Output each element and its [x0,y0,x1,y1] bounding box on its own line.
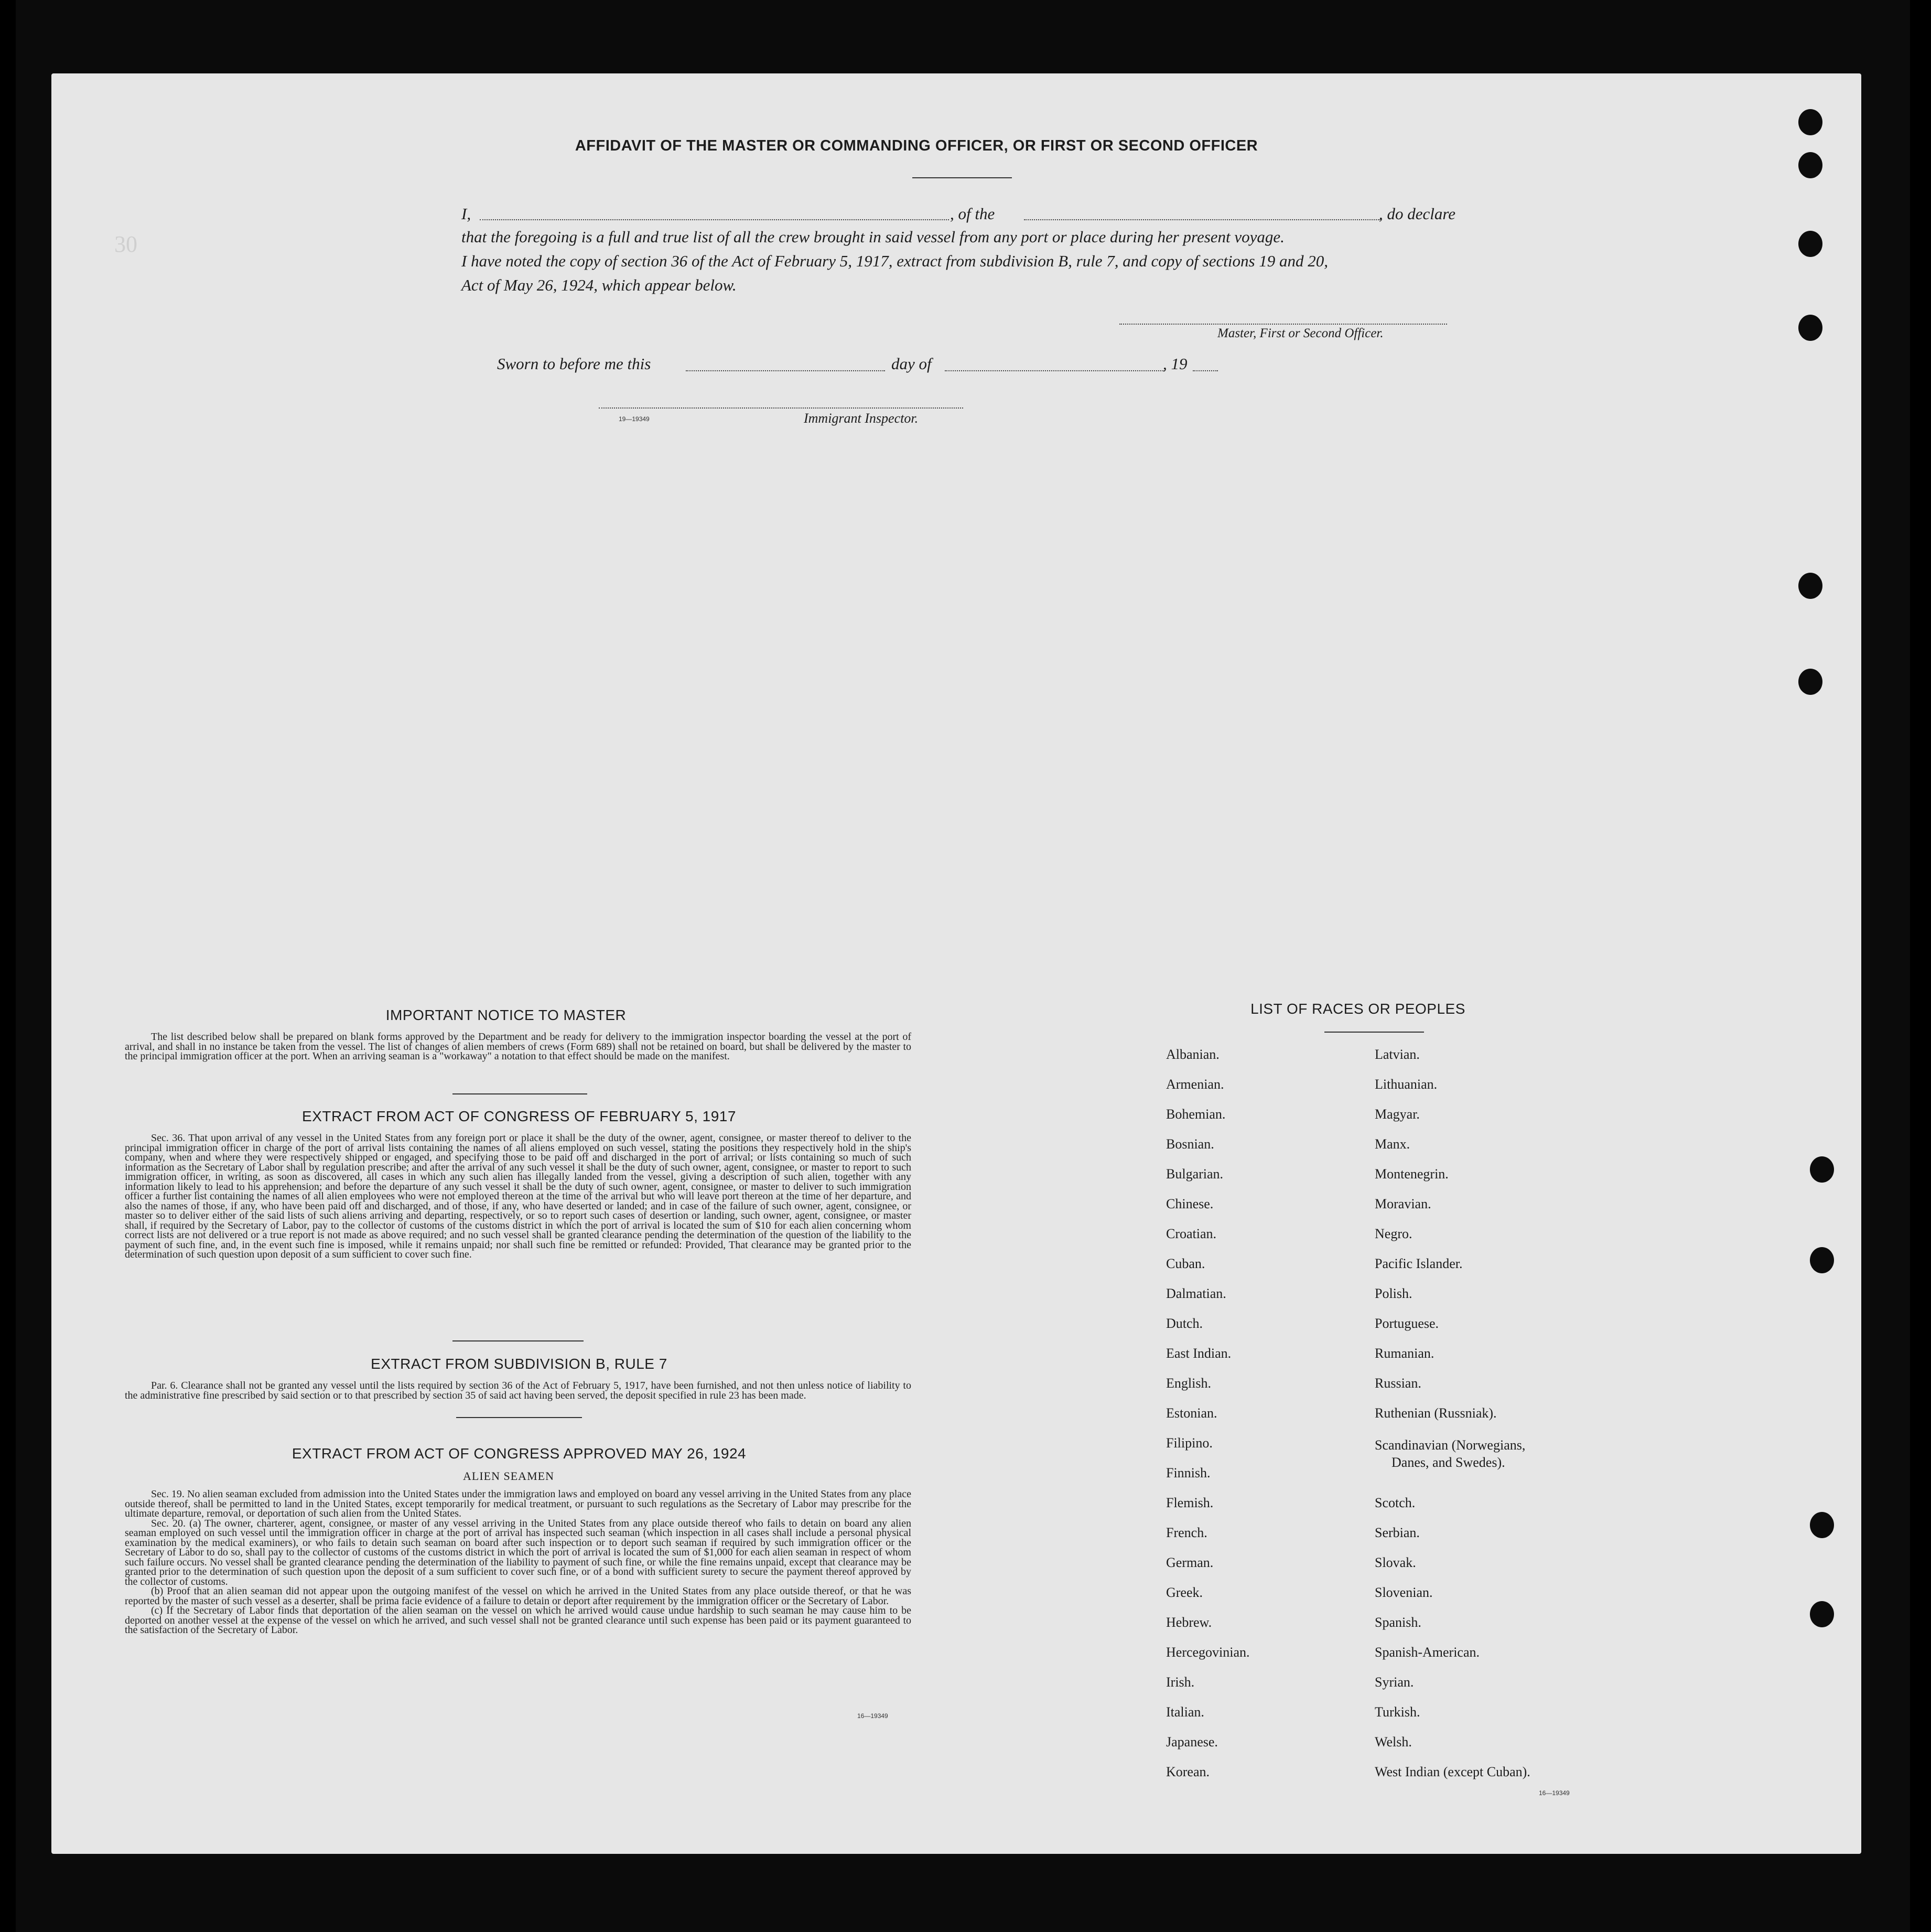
punch-hole [1810,1156,1834,1183]
sworn-day-of: day of [891,355,932,373]
punch-hole [1810,1247,1834,1273]
race-item: Italian. [1166,1704,1204,1720]
race-item: Croatian. [1166,1226,1217,1241]
affidavit-of-the: , of the [950,205,995,223]
races-title-rule [1324,1032,1424,1033]
master-signature-line [1119,324,1447,325]
race-item: Syrian. [1375,1675,1414,1690]
race-item: German. [1166,1555,1214,1570]
race-item: English. [1166,1376,1211,1391]
race-item: Pacific Islander. [1375,1256,1463,1271]
race-item: Ruthenian (Russniak). [1375,1405,1497,1421]
film-edge-right [1910,0,1931,1932]
punch-hole [1810,1512,1834,1538]
punch-hole [1798,669,1822,695]
section-rule [456,1417,582,1418]
race-item: Moravian. [1375,1196,1431,1211]
affidavit-line-3: I have noted the copy of section 36 of the Act of February 5, 1917, extract from subdivision B, rule 7, and copy of sections 19 and 20, [461,252,1329,270]
punch-hole [1798,231,1822,257]
race-item: Negro. [1375,1226,1412,1241]
section-20b-paragraph: (b) Proof that an alien seaman did not appear upon the outgoing manifest of the vessel on which he arrived in the United States from any place outside thereof, or that he was reported by the master of such vessel as a deserter, shall be prima facie evidence of a failure to detain or deport after requirement by the immigration officer or the Secretary of Labor. [125,1585,911,1607]
extract-1917-text [125,1133,911,1260]
race-item: Latvian. [1375,1047,1420,1062]
sworn-prefix: Sworn to before me this [497,355,651,373]
race-item: Filipino. [1166,1435,1213,1451]
race-item: East Indian. [1166,1346,1232,1361]
race-item: Montenegrin. [1375,1166,1449,1182]
extract-1924-title: EXTRACT FROM ACT OF CONGRESS APPROVED MAY 26, 1924 [292,1445,747,1462]
race-item: Armenian. [1166,1077,1224,1092]
race-item: Greek. [1166,1585,1203,1600]
race-item: Lithuanian. [1375,1077,1438,1092]
notice-text [125,1032,911,1061]
sworn-year-blank [1193,370,1218,371]
race-item: Scotch. [1375,1495,1416,1510]
race-item: Dutch. [1166,1316,1203,1331]
race-item: Slovenian. [1375,1585,1433,1600]
punch-hole [1810,1601,1834,1627]
inspector-signature-line [599,407,963,409]
race-item: Flemish. [1166,1495,1214,1510]
extract-rule7-text [125,1381,911,1400]
race-item: Albanian. [1166,1047,1220,1062]
notice-paragraph: The list described below shall be prepared on blank forms approved by the Department and be ready for delivery to the immigration inspector boarding the vessel at the port of arrival, and shall in no instance be taken from the vessel. The list of changes of alien members of crews (Form 689) shall not be retained on board, but shall be delivered by the master to the principal immigration officer at the port. When an arriving seaman is a "workaway" a notation to that effect should be made on the manifest. [125,1031,911,1062]
extract-rule7-title: EXTRACT FROM SUBDIVISION B, RULE 7 [371,1356,667,1372]
race-item: Cuban. [1166,1256,1205,1271]
alien-seamen-subtitle: ALIEN SEAMEN [463,1469,554,1483]
race-item: West Indian (except Cuban). [1375,1764,1530,1779]
race-item: Welsh. [1375,1734,1412,1749]
section-19-paragraph: Sec. 19. No alien seaman excluded from admission into the United States under the immigration laws and employed on board any vessel arriving in the United States from any place outside thereof, shall be permitted to land in the United States, except temporarily for medical treatment, or pursuant to such regulations as the Secretary of Labor may prescribe for the ultimate departure, removal, or deportation of such alien from the United States. [125,1488,911,1519]
races-form-number: 16—19349 [1539,1789,1570,1797]
race-item: French. [1166,1525,1207,1540]
extract-1924-text [125,1489,911,1635]
punch-hole [1798,109,1822,135]
race-item: Finnish. [1166,1465,1211,1480]
race-item: Manx. [1375,1136,1410,1152]
race-item: Russian. [1375,1376,1421,1391]
race-item: Bosnian. [1166,1136,1214,1152]
race-item: Turkish. [1375,1704,1420,1720]
race-item: Dalmatian. [1166,1286,1226,1301]
margin-mark: 30 [114,231,137,257]
race-item: Chinese. [1166,1196,1214,1211]
section-20c-paragraph: (c) If the Secretary of Labor finds that deportation of the alien seaman on the vessel on which he arrived would cause undue hardship to such seaman he may cause him to be deported on another vessel at the expense of the vessel on which he arrived, and such vessel shall not be granted clearance until such expense has been paid or its payment guaranteed to the satisfaction of the Secretary of Labor. [125,1605,911,1636]
sworn-month-blank [945,370,1165,371]
section-20a-paragraph: Sec. 20. (a) The owner, charterer, agent, consignee, or master of any vessel arriving in the United States from any place outside thereof who fails to detain on board any alien seaman employed on such vessel until the immigration officer in charge at the port of arrival has inspected such seaman (which inspection in all cases shall include a personal physical examination by the medical examiners), or who fails to detain such seaman on board after such inspection or to deport such seaman if required by such immigration officer or the Secretary of Labor to do so, shall pay to the collector of customs of the customs district in which the port of arrival is located the sum of $1,000 for each alien seaman in respect of whom such failure occurs. No vessel shall be granted clearance pending the determination of the liability to payment of such fine, or while the fine remains unpaid, except that clearance may be granted prior to the determination of such question upon the deposit of a sum sufficient to cover such fine, or of a bond with sufficient surety to secure the payment thereof approved by the collector of customs. [125,1517,911,1587]
film-edge-left [0,0,16,1932]
section-36-paragraph: Sec. 36. That upon arrival of any vessel in the United States from any foreign port or place it shall be the duty of the owner, agent, consignee, or master thereof to deliver to the principal immigration officer in charge of the port of arrival lists containing the names of all aliens employed on such vessel, stating the positions they respectively hold in the ship's company, when and where they were respectively shipped or engaged, and specifying those to be paid off and discharged in the port of arrival; or lists containing so much of such information as the Secretary of Labor shall by regulation prescribe; and after the arrival of any such vessel it shall be the duty of such owner, agent, consignee, or master to report to such immigration officer, in writing, as soon as discovered, all cases in which any such alien has illegally landed from the vessel, giving a description of such alien, together with any information likely to lead to his apprehension; and before the departure of any such vessel it shall be the duty of such owner, agent, consignee, or master to deliver to such immigration officer a further list containing the names of all alien employees who were not employed thereon at the time of the arrival but who will leave port thereon at the time of her departure, and also the names of those, if any, who have been paid off and discharged, and of those, if any, who have deserted or landed; and in case of the failure of such owner, agent, consignee, or master so to deliver either of the said lists of such aliens arriving and departing, respectively, or so to report such cases of desertion or landing, such owner, agent, consignee, or master shall, if required by the Secretary of Labor, pay to the collector of customs of the customs district in which the port of arrival is located the sum of $10 for each alien concerning whom correct lists are not delivered or a true report is not made as above required; and no such vessel shall be granted clearance pending the determination of the question of the liability to the payment of such fine, and, in the event such fine is imposed, while it remains unpaid; nor shall such fine be remitted or refunded: Provided, That clearance may be granted prior to the determination of such question upon deposit of a sum sufficient to cover such fine. [125,1132,911,1260]
punch-hole [1798,315,1822,341]
race-item: Portuguese. [1375,1316,1439,1331]
race-item: Hebrew. [1166,1615,1212,1630]
race-item: Irish. [1166,1675,1195,1690]
race-item: Magyar. [1375,1107,1420,1122]
race-item: Slovak. [1375,1555,1416,1570]
name-blank [480,219,949,220]
affidavit-i-label: I, [461,205,471,223]
extract-1917-title: EXTRACT FROM ACT OF CONGRESS OF FEBRUARY 5, 1917 [302,1108,736,1124]
master-signature-label: Master, First or Second Officer. [1217,326,1384,340]
race-item: Bohemian. [1166,1107,1226,1122]
race-item: Danes, and Swedes). [1391,1455,1505,1470]
race-item: Polish. [1375,1286,1412,1301]
race-item: Scandinavian (Norwegians, [1375,1437,1526,1453]
affidavit-do-declare: , do declare [1379,205,1456,223]
races-title: LIST OF RACES OR PEOPLES [1250,1001,1465,1017]
affidavit-line-4: Act of May 26, 1924, which appear below. [461,276,737,294]
title-rule [912,177,1012,178]
race-item: Bulgarian. [1166,1166,1224,1182]
race-item: Hercegovinian. [1166,1645,1250,1660]
punch-hole [1798,152,1822,178]
race-item: Spanish. [1375,1615,1421,1630]
race-item: Serbian. [1375,1525,1420,1540]
section-rule [452,1093,587,1094]
section-rule [452,1340,584,1341]
extract-form-number: 16—19349 [857,1712,888,1720]
punch-hole [1798,573,1822,599]
affidavit-line-2: that the foregoing is a full and true list of all the crew brought in said vessel from any port or place during her present voyage. [461,228,1285,246]
sworn-day-blank [686,370,885,371]
inspector-label: Immigrant Inspector. [804,411,919,426]
affidavit-title: AFFIDAVIT OF THE MASTER OR COMMANDING OFFICER, OR FIRST OR SECOND OFFICER [575,137,1258,154]
race-item: Rumanian. [1375,1346,1434,1361]
notice-title: IMPORTANT NOTICE TO MASTER [385,1007,627,1023]
race-item: Japanese. [1166,1734,1218,1749]
race-item: Korean. [1166,1764,1210,1779]
affidavit-form-number: 19—19349 [619,415,650,423]
sworn-year-prefix: , 19 [1163,355,1188,373]
vessel-blank [1024,219,1380,220]
paragraph-6: Par. 6. Clearance shall not be granted any vessel until the lists required by section 36 of the Act of February 5, 1917, have been furnished, and not then unless notice of liability to the administrative fine prescribed by said section or to that prescribed by section 35 of said act having been served, the deposit specified in rule 23 has been made. [125,1380,911,1401]
race-item: Estonian. [1166,1405,1217,1421]
race-item: Spanish-American. [1375,1645,1480,1660]
